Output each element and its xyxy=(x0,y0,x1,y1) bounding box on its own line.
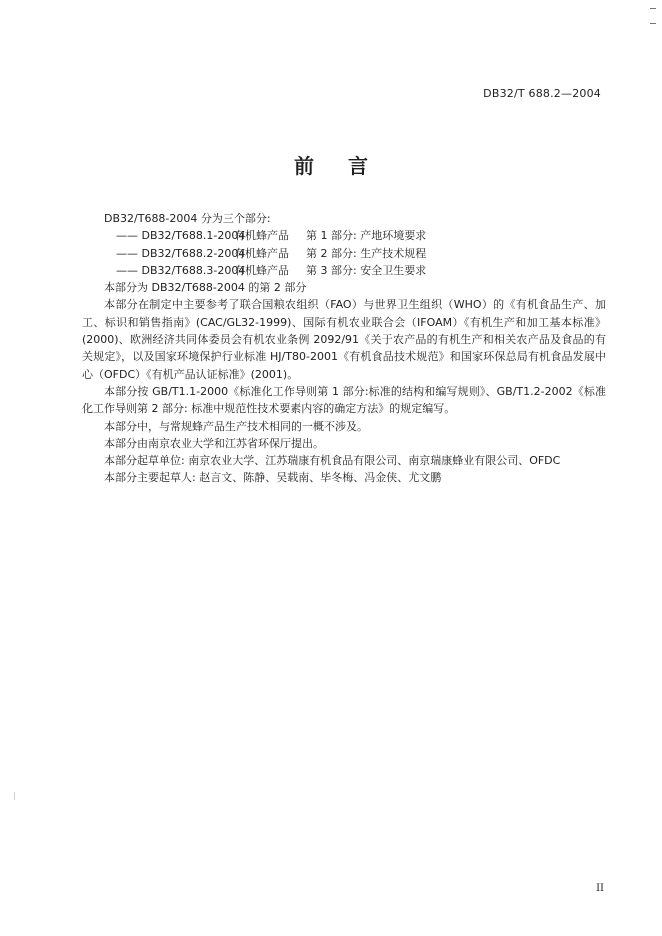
intro-line: DB32/T688-2004 分为三个部分: xyxy=(104,212,271,225)
paragraph-references: 本部分在制定中主要参考了联合国粮农组织（FAO）与世界卫生组织（WHO）的《有机食品生产、加工、标识和销售指南》(CAC/GL32-1999)、国际有机农业联合会（IFOAM）《有机生产和加工基本标准》(2000)、欧洲经济共同体委员会有机农业条例 2092/91《关于农产品的有机生产和相关农产品及食品的有关规定》，以及国家环境保护行业标准 HJ/T80-2001《有机食品技术规范》和国家环保总局有机食品发展中心（OFDC）《有机产品认证标准》(2001)。 xyxy=(82,298,606,381)
paragraph-drafting-units: 本部分起草单位: 南京农业大学、江苏瑞康有机食品有限公司、南京瑞康蜂业有限公司、OFDC xyxy=(104,454,561,468)
paragraph-part-statement: 本部分为 DB32/T688-2004 的第 2 部分 xyxy=(104,281,307,295)
part-product: 有机蜂产品 xyxy=(234,229,289,243)
paragraph-proposer: 本部分由南京农业大学和江苏省环保厅提出。 xyxy=(104,436,324,450)
part-name: 第 1 部分: 产地环境要求 xyxy=(306,229,427,243)
page-title: 前言 xyxy=(294,154,402,178)
part-code: —— DB32/T688.2-2004 xyxy=(116,246,246,260)
foreword-body xyxy=(82,210,606,487)
part-product: 有机蜂产品 xyxy=(234,246,289,260)
part-line-2 xyxy=(82,245,606,262)
part-line-3 xyxy=(82,262,606,279)
part-product: 有机蜂产品 xyxy=(234,263,289,277)
paragraph-drafters: 本部分主要起草人: 赵言文、陈静、吴载南、毕冬梅、冯金侠、尤文鹏 xyxy=(104,471,442,485)
paragraph-scope-note: 本部分中，与常规蜂产品生产技术相同的一概不涉及。 xyxy=(104,419,368,433)
part-name: 第 3 部分: 安全卫生要求 xyxy=(306,263,427,277)
paragraph-drafting-rules: 本部分按 GB/T1.1-2000《标准化工作导则第 1 部分:标准的结构和编写规则》、GB/T1.2-2002《标准化工作导则第 2 部分: 标准中规范性技术要素内容的确定方法》的规定编写。 xyxy=(82,384,606,416)
part-name: 第 2 部分: 生产技术规程 xyxy=(306,246,427,260)
scan-artifact xyxy=(14,792,15,800)
page-number: II xyxy=(596,883,604,894)
part-line-1 xyxy=(82,227,606,244)
document-code: DB32/T 688.2—2004 xyxy=(483,87,601,100)
part-code: —— DB32/T688.1-2004 xyxy=(116,229,246,243)
part-code: —— DB32/T688.3-2004 xyxy=(116,263,246,277)
scan-edge-mark xyxy=(650,8,656,24)
